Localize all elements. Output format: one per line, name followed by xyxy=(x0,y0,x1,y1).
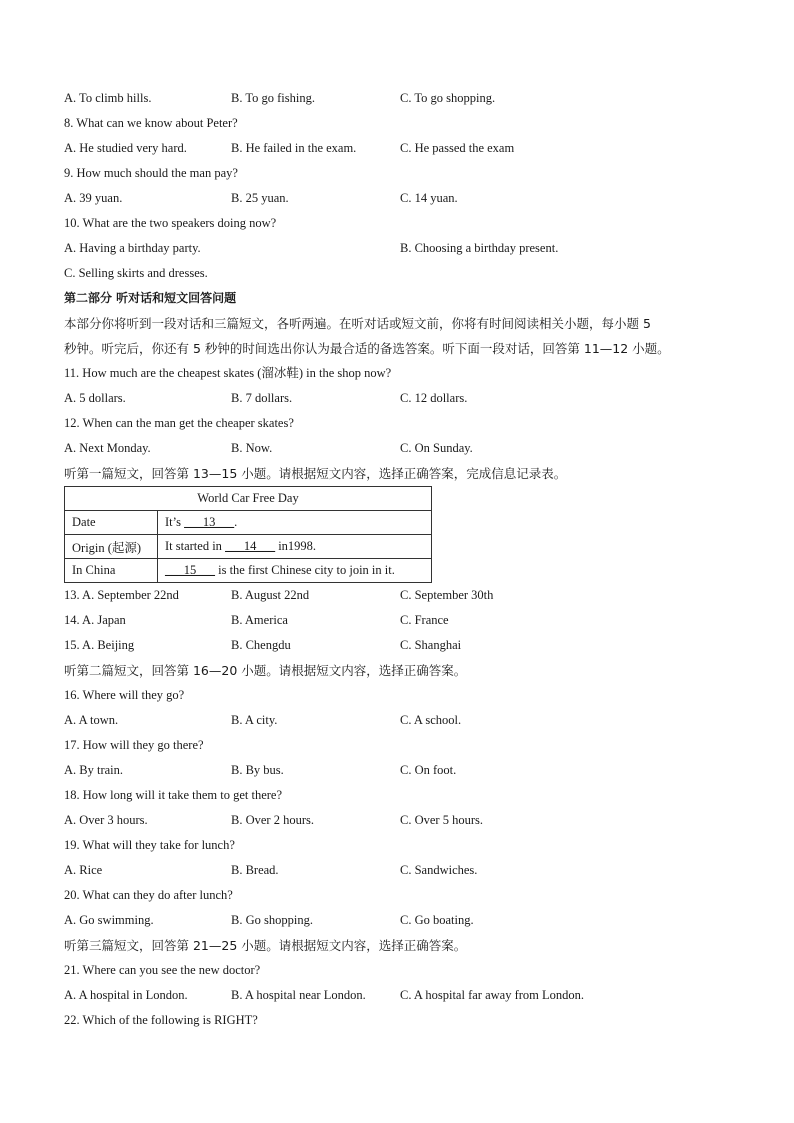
option-c: C. Shanghai xyxy=(400,638,462,652)
q12-options xyxy=(64,436,734,461)
option-b: B. He failed in the exam. xyxy=(231,141,357,155)
option-c: C. 14 yuan. xyxy=(400,191,458,205)
option-c: C. Go boating. xyxy=(400,913,474,927)
question-12-stem: 12. When can the man get the cheaper skates? xyxy=(64,416,294,430)
row-text-pre: It started in xyxy=(165,539,226,553)
option-a: A. By train. xyxy=(64,763,124,777)
option-a: A. Having a birthday party. xyxy=(64,241,201,255)
option-c: C. A hospital far away from London. xyxy=(400,988,584,1002)
option-c: C. Selling skirts and dresses. xyxy=(64,266,208,280)
option-a: A. A town. xyxy=(64,713,119,727)
q7-options xyxy=(64,86,734,111)
option-a: 14. A. Japan xyxy=(64,613,126,627)
q13-options xyxy=(64,583,734,608)
option-a: A. Go swimming. xyxy=(64,913,154,927)
option-b: B. Go shopping. xyxy=(231,913,313,927)
question-22-stem: 22. Which of the following is RIGHT? xyxy=(64,1013,258,1027)
option-a: A. A hospital in London. xyxy=(64,988,188,1002)
option-b: B. By bus. xyxy=(231,763,284,777)
row-text-post: . xyxy=(234,515,238,529)
question-9-stem: 9. How much should the man pay? xyxy=(64,166,238,180)
answer-blank: ___13___ xyxy=(184,515,235,529)
question-20-stem: 20. What can they do after lunch? xyxy=(64,888,233,902)
row-value xyxy=(158,559,432,583)
q19-options xyxy=(64,858,734,883)
question-11-stem: 11. How much are the cheapest skates (溜冰鞋) in the shop now? xyxy=(64,366,392,380)
exam-page xyxy=(64,86,734,1033)
q15-options xyxy=(64,633,734,658)
q10-options-row2 xyxy=(64,261,734,286)
option-c: C. Sandwiches. xyxy=(400,863,478,877)
option-c: C. On Sunday. xyxy=(400,441,473,455)
question-21-stem: 21. Where can you see the new doctor? xyxy=(64,963,261,977)
table-row xyxy=(65,559,432,583)
option-a: A. Over 3 hours. xyxy=(64,813,148,827)
question-18-stem: 18. How long will it take them to get there? xyxy=(64,788,283,802)
option-b: B. 7 dollars. xyxy=(231,391,293,405)
option-c: C. France xyxy=(400,613,449,627)
option-b: B. Bread. xyxy=(231,863,279,877)
answer-blank: ___14___ xyxy=(225,539,276,553)
question-17-stem: 17. How will they go there? xyxy=(64,738,204,752)
option-c: C. 12 dollars. xyxy=(400,391,468,405)
passage-1-intro: 听第一篇短文，回答第 13—15 小题。请根据短文内容，选择正确答案，完成信息记录表。 xyxy=(64,466,567,481)
option-b: B. Over 2 hours. xyxy=(231,813,314,827)
option-a: A. Rice xyxy=(64,863,103,877)
answer-blank: ___15___ xyxy=(165,563,215,577)
option-c: C. September 30th xyxy=(400,588,494,602)
option-b: B. Choosing a birthday present. xyxy=(400,241,559,255)
q20-options xyxy=(64,908,734,933)
row-label: Date xyxy=(65,511,158,535)
table-row xyxy=(65,511,432,535)
option-c: C. On foot. xyxy=(400,763,457,777)
option-a: 15. A. Beijing xyxy=(64,638,135,652)
part-2-intro-line-1: 本部分你将听到一段对话和三篇短文，各听两遍。在听对话或短文前，你将有时间阅读相关小题，每小题 5 xyxy=(64,316,651,331)
q9-options xyxy=(64,186,734,211)
question-10-stem: 10. What are the two speakers doing now? xyxy=(64,216,277,230)
option-b: B. Now. xyxy=(231,441,273,455)
option-a: 13. A. September 22nd xyxy=(64,588,179,602)
option-c: C. He passed the exam xyxy=(400,141,515,155)
question-16-stem: 16. Where will they go? xyxy=(64,688,185,702)
q17-options xyxy=(64,758,734,783)
q8-options xyxy=(64,136,734,161)
q10-options-row1 xyxy=(64,236,734,261)
option-a: A. 5 dollars. xyxy=(64,391,126,405)
option-a: A. He studied very hard. xyxy=(64,141,187,155)
passage-2-intro: 听第二篇短文，回答第 16—20 小题。请根据短文内容，选择正确答案。 xyxy=(64,663,467,678)
row-value xyxy=(158,535,432,559)
row-text-post: is the first Chinese city to join in it. xyxy=(215,563,395,577)
row-text-pre: It’s xyxy=(165,515,185,529)
option-b: B. To go fishing. xyxy=(231,91,315,105)
table-row xyxy=(65,535,432,559)
option-c: C. Over 5 hours. xyxy=(400,813,483,827)
option-a: A. To climb hills. xyxy=(64,91,152,105)
question-19-stem: 19. What will they take for lunch? xyxy=(64,838,235,852)
row-label: Origin (起源) xyxy=(65,535,158,559)
question-8-stem: 8. What can we know about Peter? xyxy=(64,116,238,130)
option-b: B. Chengdu xyxy=(231,638,291,652)
option-a: A. 39 yuan. xyxy=(64,191,123,205)
row-label: In China xyxy=(65,559,158,583)
option-c: C. To go shopping. xyxy=(400,91,496,105)
passage-3-intro: 听第三篇短文，回答第 21—25 小题。请根据短文内容，选择正确答案。 xyxy=(64,938,467,953)
option-b: B. America xyxy=(231,613,288,627)
part-2-intro-line-2: 秒钟。听完后，你还有 5 秒钟的时间选出你认为最合适的备选答案。听下面一段对话，回答第 11—12 小题。 xyxy=(64,341,670,356)
option-b: B. August 22nd xyxy=(231,588,310,602)
info-record-table xyxy=(64,486,432,583)
table-title: World Car Free Day xyxy=(65,487,432,511)
part-2-title: 第二部分 听对话和短文回答问题 xyxy=(64,291,237,305)
q11-options xyxy=(64,386,734,411)
option-c: C. A school. xyxy=(400,713,462,727)
q21-options xyxy=(64,983,734,1008)
option-b: B. 25 yuan. xyxy=(231,191,289,205)
row-value xyxy=(158,511,432,535)
option-b: B. A hospital near London. xyxy=(231,988,366,1002)
q14-options xyxy=(64,608,734,633)
option-b: B. A city. xyxy=(231,713,278,727)
q16-options xyxy=(64,708,734,733)
row-text-post: in1998. xyxy=(275,539,317,553)
option-a: A. Next Monday. xyxy=(64,441,151,455)
q18-options xyxy=(64,808,734,833)
